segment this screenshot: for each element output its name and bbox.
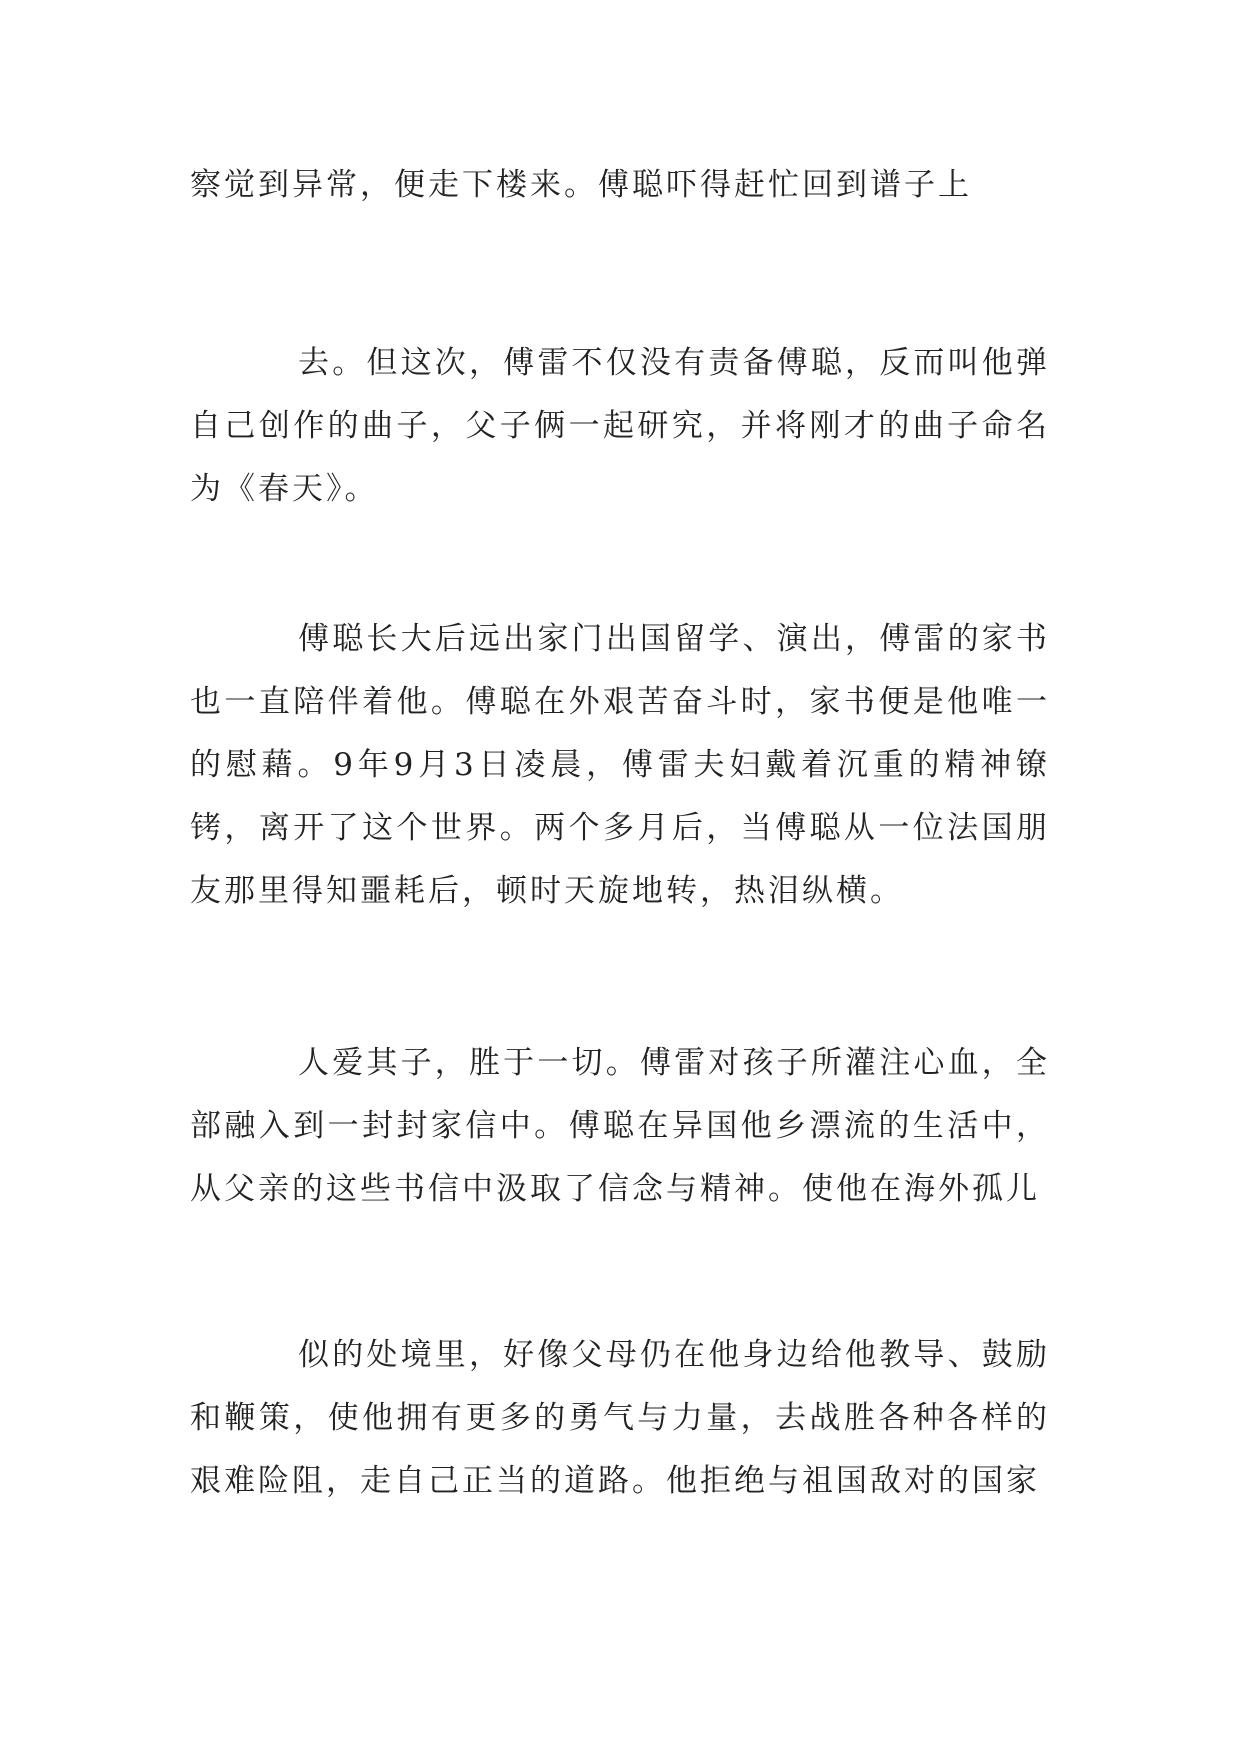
paragraph-2: 去。但这次，傅雷不仅没有责备傅聪，反而叫他弹自己创作的曲子，父子俩一起研究，并将刚才的曲子命名为《春天》。 [190,345,1050,507]
paragraph-5: 似的处境里，好像父母仍在他身边给他教导、鼓励和鞭策，使他拥有更多的勇气与力量，去战胜各种各样的艰难险阻，走自己正当的道路。他拒绝与祖国敌对的国家 [190,1337,1050,1499]
paragraph-4: 人爱其子，胜于一切。傅雷对孩子所灌注心血，全部融入到一封封家信中。傅聪在异国他乡漂流的生活中，从父亲的这些书信中汲取了信念与精神。使他在海外孤儿 [190,1045,1050,1207]
paragraph-3: 傅聪长大后远出家门出国留学、演出，傅雷的家书也一直陪伴着他。傅聪在外艰苦奋斗时，家书便是他唯一的慰藉。9年9月3日凌晨，傅雷夫妇戴着沉重的精神镣铐，离开了这个世界。两个多月后，当傅聪从一位法国朋友那里得知噩耗后，顿时天旋地转，热泪纵横。 [190,621,1050,909]
paragraph-1: 察觉到异常，便走下楼来。傅聪吓得赶忙回到谱子上 [190,167,972,203]
